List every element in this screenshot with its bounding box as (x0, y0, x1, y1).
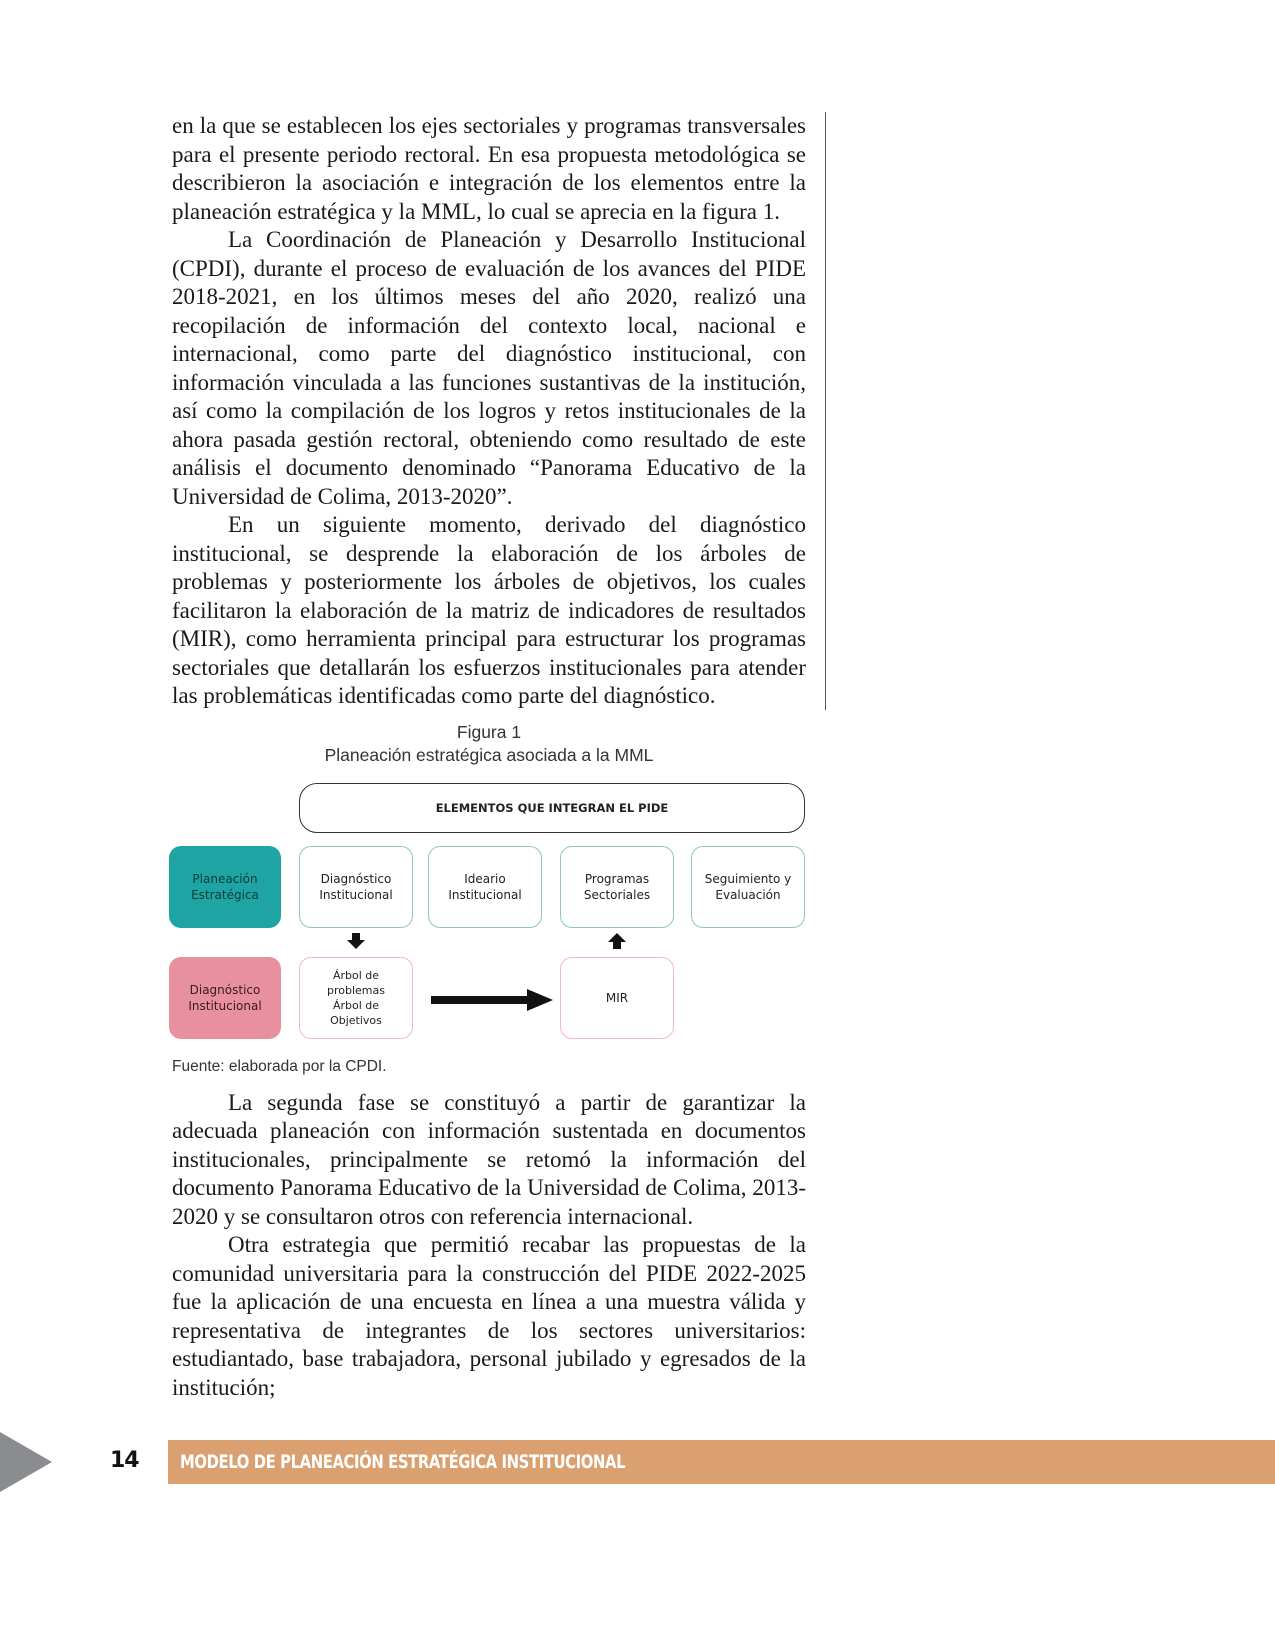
body-text-bottom (172, 1089, 806, 1403)
arbol-problemas-label: Árbol de problemas (327, 968, 385, 997)
paragraph: En un siguiente momento, derivado del diagnóstico institucional, se desprende la elaboración de los árboles de problemas y posteriormente los árboles de objetivos, los cuales facilitaron la elaboración de la matriz de indicadores de resultados (MIR), como herramienta principal para estructurar los programas sectoriales que detallarán los esfuerzos institucionales para atender las problemáticas identificadas como parte del diagnóstico. (172, 512, 806, 708)
page-marker-triangle-icon (0, 1432, 52, 1492)
arrow-up-icon (608, 933, 626, 949)
page-flow (172, 0, 806, 1402)
paragraph: La segunda fase se constituyó a partir de garantizar la adecuada planeación con información sustentada en documentos institucionales, principalmente se retomó la información del documento Panorama Educativo de la Universidad de Colima, 2013-2020 y se consultaron otros con referencia internacional. (172, 1089, 806, 1229)
column-rule (825, 112, 826, 710)
paragraph: Otra estrategia que permitió recabar las propuestas de la comunidad universitaria para la construcción del PIDE 2022-2025 fue la aplicación de una encuesta en línea a una muestra válida y representativa de integrantes de los sectores universitarios: estudiantado, base trabajadora, personal jubilado y egresados de la institución; (172, 1232, 806, 1400)
page-number: 14 (110, 1448, 139, 1473)
programas-box: Programas Sectoriales (560, 846, 674, 928)
pide-elements-header: ELEMENTOS QUE INTEGRAN EL PIDE (299, 783, 805, 833)
paragraph: en la que se establecen los ejes sectoriales y programas transversales para el presente periodo rectoral. En esa propuesta metodológica se describieron la asociación e integración de los elementos entre la planeación estratégica y la MML, lo cual se aprecia en la figura 1. (172, 113, 806, 224)
figure-source: Fuente: elaborada por la CPDI. (172, 1057, 387, 1075)
arrow-right-icon (431, 989, 553, 1011)
mir-box: MIR (560, 957, 674, 1039)
page-footer (0, 1432, 1275, 1492)
figure-title: Planeación estratégica asociada a la MML (324, 744, 654, 765)
figure-diagram (165, 781, 815, 1043)
footer-bar (168, 1440, 1275, 1484)
running-title: MODELO DE PLANEACIÓN ESTRATÉGICA INSTITUCIONAL (180, 1451, 626, 1473)
arboles-box (299, 957, 413, 1039)
seguimiento-box: Seguimiento y Evaluación (691, 846, 805, 928)
body-text-top (172, 112, 806, 711)
ideario-box: Ideario Institucional (428, 846, 542, 928)
planeacion-estrategica-box: Planeación Estratégica (169, 846, 281, 928)
figure-number: Figura 1 (456, 721, 522, 742)
diagnostico-institucional-box: Diagnóstico Institucional (169, 957, 281, 1039)
paragraph: La Coordinación de Planeación y Desarrollo Institucional (CPDI), durante el proceso de evaluación de los avances del PIDE 2018-2021, en los últimos meses del año 2020, realizó una recopilación de información del contexto local, nacional e internacional, como parte del diagnóstico institucional, con información vinculada a las funciones sustantivas de la institución, así como la compilación de los logros y retos institucionales de la ahora pasada gestión rectoral, obteniendo como resultado de este análisis el documento denominado “Panorama Educativo de la Universidad de Colima, 2013-2020”. (172, 227, 806, 509)
diagnostico-box: Diagnóstico Institucional (299, 846, 413, 928)
arbol-objetivos-label: Árbol de Objetivos (330, 998, 382, 1027)
arrow-down-icon (347, 933, 365, 949)
